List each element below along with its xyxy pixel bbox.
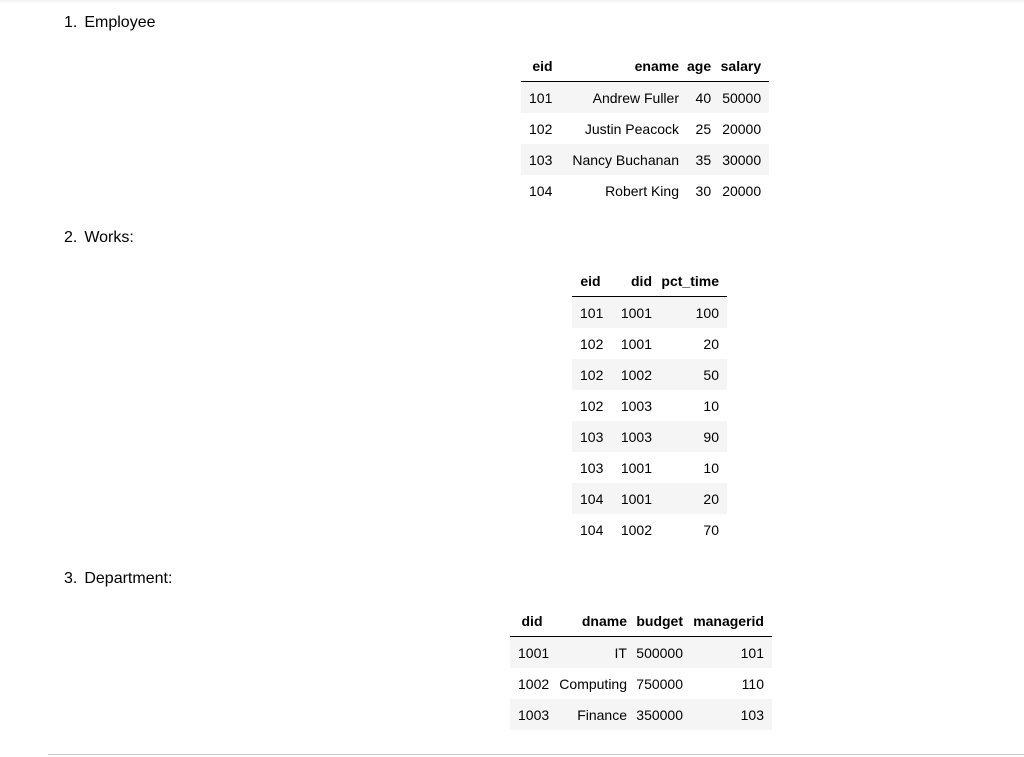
table-cell: 1002 bbox=[620, 366, 652, 383]
table-cell: 40 bbox=[695, 89, 712, 106]
table-cell: IT bbox=[614, 644, 627, 661]
table-row bbox=[572, 297, 727, 329]
section-number: 2. bbox=[64, 229, 78, 246]
table-header-row bbox=[510, 605, 772, 637]
table-cell: 750000 bbox=[636, 675, 683, 692]
table-cell: 101 bbox=[740, 644, 764, 661]
table-cell: 50 bbox=[703, 366, 719, 383]
table-cell: Computing bbox=[559, 675, 627, 692]
section-heading-department bbox=[64, 569, 172, 589]
table-row bbox=[572, 359, 727, 390]
table-row bbox=[572, 421, 727, 452]
department-table bbox=[510, 605, 772, 730]
section-heading-works bbox=[64, 228, 134, 248]
column-header-did: did bbox=[510, 605, 554, 637]
table-cell: 102 bbox=[529, 120, 553, 137]
table-cell: 500000 bbox=[636, 644, 683, 661]
column-header-salary: salary bbox=[715, 50, 769, 82]
table-row bbox=[510, 668, 772, 699]
column-header-dname: dname bbox=[554, 605, 631, 637]
table-cell: 30 bbox=[695, 182, 712, 199]
table-cell: 103 bbox=[529, 151, 553, 168]
table-cell: 103 bbox=[580, 428, 604, 445]
table-cell: 20 bbox=[703, 335, 719, 352]
table-cell: 90 bbox=[703, 428, 719, 445]
section-heading-employee bbox=[64, 13, 156, 33]
table-row bbox=[521, 175, 769, 206]
table-cell: 1002 bbox=[518, 675, 550, 692]
section-title: Works: bbox=[84, 229, 134, 246]
table-row bbox=[521, 144, 769, 175]
table-cell: 1001 bbox=[620, 490, 652, 507]
section-number: 1. bbox=[64, 14, 78, 31]
bottom-divider bbox=[48, 754, 1024, 755]
table-cell: Andrew Fuller bbox=[592, 89, 679, 106]
table-cell: 30000 bbox=[722, 151, 762, 168]
table-cell: Finance bbox=[577, 706, 627, 723]
table-cell: Nancy Buchanan bbox=[572, 151, 679, 168]
table-cell: 20 bbox=[703, 490, 719, 507]
table-row bbox=[510, 699, 772, 730]
table-cell: 1001 bbox=[518, 644, 550, 661]
table-cell: 10 bbox=[703, 397, 719, 414]
table-cell: 20000 bbox=[722, 182, 762, 199]
table-cell: 1001 bbox=[620, 459, 652, 476]
column-header-pct-time: pct_time bbox=[656, 265, 727, 297]
works-table bbox=[572, 265, 727, 545]
table-cell: 10 bbox=[703, 459, 719, 476]
table-row bbox=[521, 113, 769, 144]
table-cell: 25 bbox=[695, 120, 712, 137]
table-cell: 101 bbox=[580, 304, 604, 321]
table-row bbox=[572, 452, 727, 483]
column-header-eid: eid bbox=[572, 265, 609, 297]
table-cell: 1001 bbox=[620, 304, 652, 321]
table-cell: 1002 bbox=[620, 521, 652, 538]
column-header-ename: ename bbox=[564, 50, 683, 82]
table-cell: 101 bbox=[529, 89, 553, 106]
table-cell: Robert King bbox=[605, 182, 679, 199]
table-row bbox=[572, 514, 727, 545]
table-header-row bbox=[521, 50, 769, 82]
column-header-age: age bbox=[683, 50, 715, 82]
table-cell: 103 bbox=[580, 459, 604, 476]
column-header-managerid: managerid bbox=[687, 605, 772, 637]
table-header-row bbox=[572, 265, 727, 297]
table-row bbox=[521, 82, 769, 114]
table-cell: 104 bbox=[580, 521, 604, 538]
table-cell: 50000 bbox=[722, 89, 762, 106]
table-cell: 35 bbox=[695, 151, 712, 168]
table-row bbox=[572, 483, 727, 514]
table-cell: 110 bbox=[741, 675, 764, 692]
table-cell: 104 bbox=[529, 182, 553, 199]
table-cell: Justin Peacock bbox=[584, 120, 679, 137]
section-number: 3. bbox=[64, 570, 78, 587]
table-cell: 20000 bbox=[722, 120, 762, 137]
table-cell: 100 bbox=[695, 304, 719, 321]
table-cell: 1003 bbox=[518, 706, 550, 723]
top-shade bbox=[0, 0, 1024, 4]
table-cell: 103 bbox=[740, 706, 764, 723]
section-title: Department: bbox=[84, 570, 173, 587]
table-cell: 1001 bbox=[620, 335, 652, 352]
table-cell: 350000 bbox=[636, 706, 683, 723]
table-cell: 1003 bbox=[620, 397, 652, 414]
table-cell: 70 bbox=[703, 521, 719, 538]
column-header-did: did bbox=[609, 265, 656, 297]
table-row bbox=[510, 637, 772, 669]
table-cell: 102 bbox=[580, 397, 604, 414]
table-cell: 102 bbox=[580, 366, 604, 383]
column-header-budget: budget bbox=[631, 605, 687, 637]
table-row bbox=[572, 328, 727, 359]
employee-table bbox=[521, 50, 769, 206]
section-title: Employee bbox=[84, 14, 156, 31]
table-cell: 1003 bbox=[620, 428, 652, 445]
table-row bbox=[572, 390, 727, 421]
column-header-eid: eid bbox=[521, 50, 564, 82]
table-cell: 102 bbox=[580, 335, 604, 352]
table-cell: 104 bbox=[580, 490, 604, 507]
